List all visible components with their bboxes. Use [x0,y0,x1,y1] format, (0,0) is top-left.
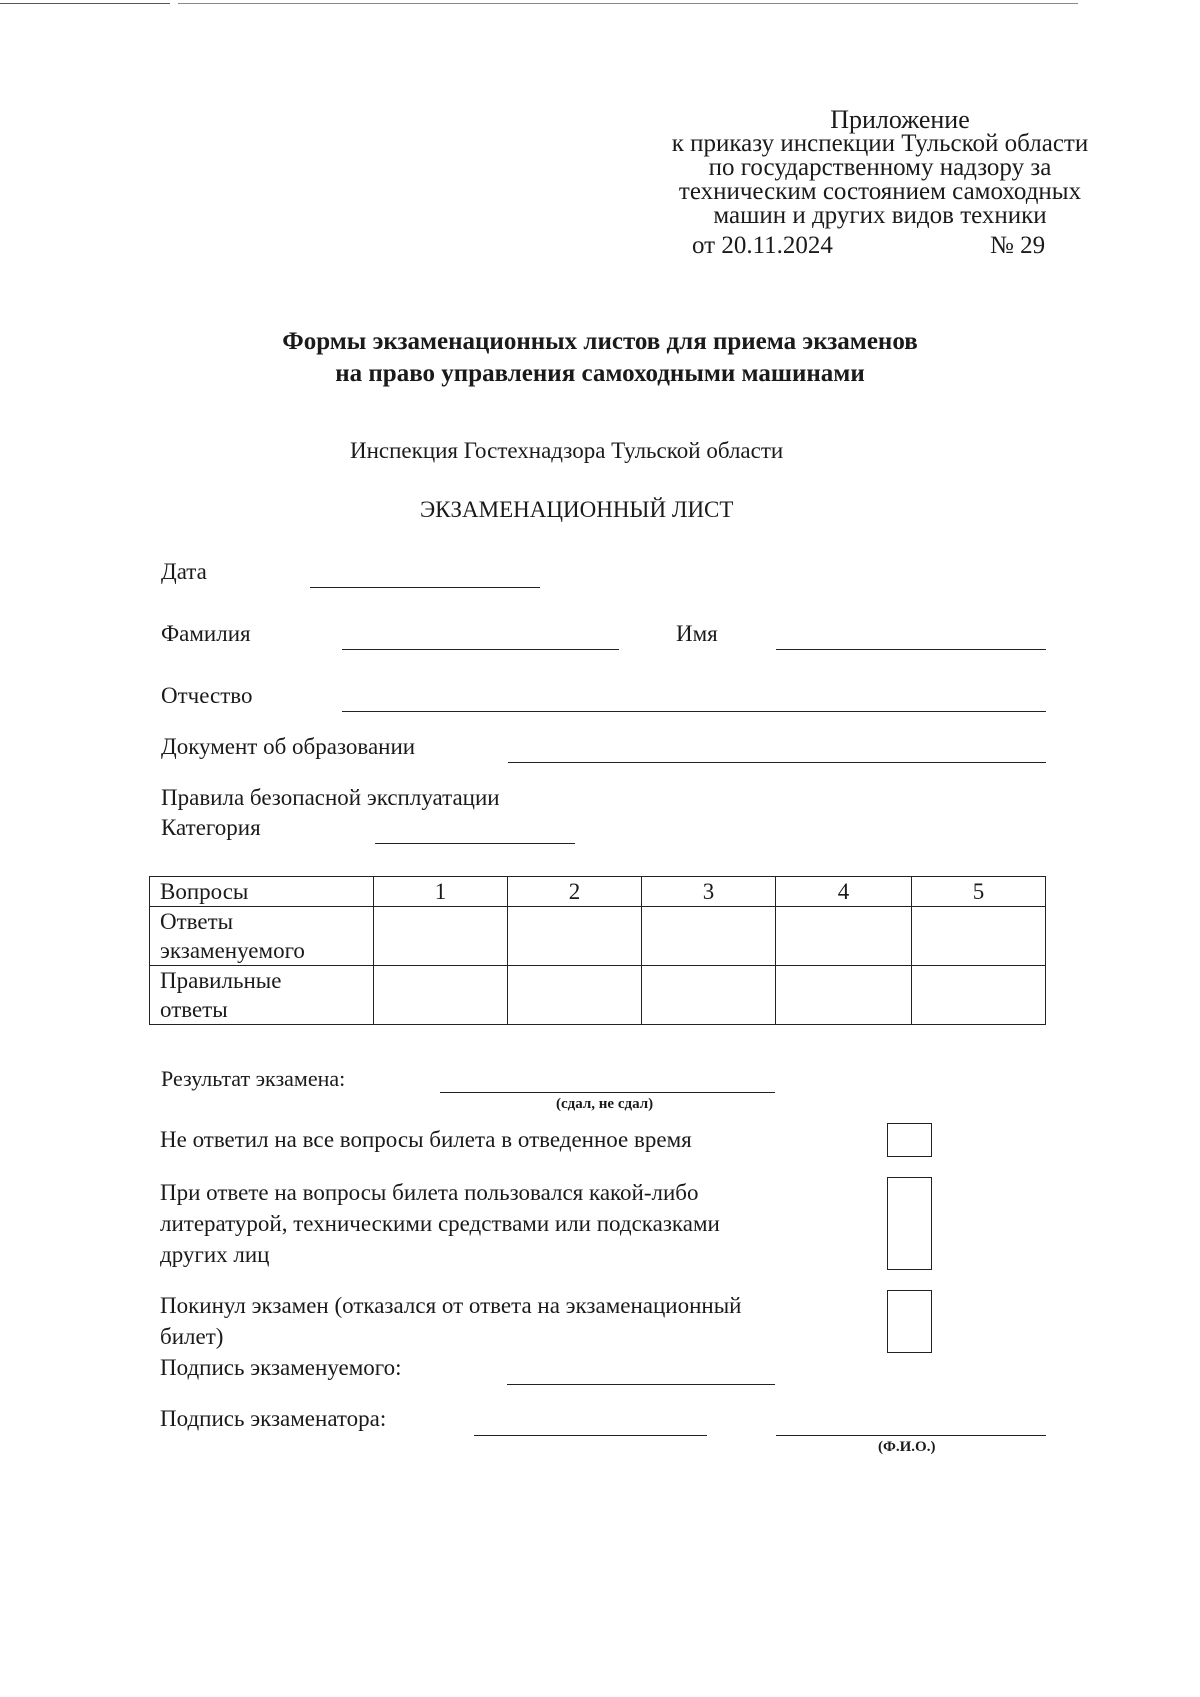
category-label: Категория [161,815,261,840]
table-row-correct-answers [150,966,1046,1025]
question-number: 1 [374,877,508,907]
answer-cell[interactable] [912,907,1046,966]
examiner-signature-line[interactable] [474,1435,707,1436]
date-label: Дата [161,559,207,584]
checkbox-used-help[interactable] [887,1177,932,1270]
check-label-used-help-line-2: литературой, техническими средствами или подсказками [160,1211,720,1236]
appendix-block [600,105,1160,229]
row-label-line: Правильные [160,968,282,993]
check-label-used-help-line-1: При ответе на вопросы билета пользовался какой-либо [160,1180,699,1205]
correct-answer-cell[interactable] [776,966,912,1025]
row-label-correct-answers [150,966,374,1025]
question-number: 2 [508,877,642,907]
appendix-line-1: к приказу инспекции Тульской области [671,130,1089,157]
row-label-line: ответы [160,997,228,1022]
appendix-line-2: по государственному надзору за [708,154,1052,181]
correct-answer-cell[interactable] [508,966,642,1025]
document-title [0,326,1200,390]
name-field-line[interactable] [776,649,1046,650]
patronymic-field-line[interactable] [342,711,1046,712]
table-row-examinee-answers [150,907,1046,966]
education-field-line[interactable] [508,762,1046,763]
table-header-label: Вопросы [150,877,374,907]
answer-cell[interactable] [374,907,508,966]
surname-field-line[interactable] [342,649,619,650]
question-number: 5 [912,877,1046,907]
scan-top-line-2 [178,3,1078,4]
rules-label: Правила безопасной эксплуатации [161,785,500,810]
appendix-line-4: машин и других видов техники [713,202,1047,229]
row-label-line: Ответы [160,909,234,934]
appendix-line-3: техническим состоянием самоходных [678,178,1082,205]
form-title: ЭКЗАМЕНАЦИОННЫЙ ЛИСТ [420,497,734,522]
answer-cell[interactable] [642,907,776,966]
result-hint: (сдал, не сдал) [556,1096,654,1112]
question-number: 4 [776,877,912,907]
examiner-signature-label: Подпись экзаменатора: [160,1406,387,1431]
education-label: Документ об образовании [161,734,416,759]
appendix-date: от 20.11.2024 [692,232,833,259]
document-title-line-1: Формы экзаменационных листов для приема экзаменов [282,328,918,355]
checkbox-no-answer[interactable] [887,1123,932,1157]
checkbox-left-exam[interactable] [887,1290,932,1353]
examinee-signature-label: Подпись экзаменуемого: [160,1355,402,1380]
organization-name: Инспекция Гостехнадзора Тульской области [350,438,784,463]
result-label: Результат экзамена: [161,1066,346,1091]
examiner-fio-hint: (Ф.И.О.) [878,1439,936,1455]
category-field-line[interactable] [375,843,575,844]
check-label-left-exam-line-1: Покинул экзамен (отказался от ответа на экзаменационный [160,1293,742,1318]
answers-table [149,876,1046,1025]
surname-label: Фамилия [161,621,251,646]
examiner-fio-line[interactable] [776,1435,1046,1436]
answer-cell[interactable] [508,907,642,966]
row-label-line: экзаменуемого [160,938,305,963]
check-label-no-answer: Не ответил на все вопросы билета в отведенное время [160,1127,692,1152]
result-field-line[interactable] [440,1092,775,1093]
check-label-used-help-line-3: других лиц [160,1242,270,1267]
date-field-line[interactable] [310,587,540,588]
scan-top-line [0,3,170,4]
document-title-line-2: на право управления самоходными машинами [335,360,865,387]
check-label-left-exam-line-2: билет) [160,1324,224,1349]
appendix-title: Приложение [830,105,970,134]
correct-answer-cell[interactable] [912,966,1046,1025]
appendix-number: № 29 [990,232,1046,259]
table-header-row [150,877,1046,907]
correct-answer-cell[interactable] [642,966,776,1025]
patronymic-label: Отчество [161,683,253,708]
correct-answer-cell[interactable] [374,966,508,1025]
row-label-examinee-answers [150,907,374,966]
name-label: Имя [676,621,718,646]
answer-cell[interactable] [776,907,912,966]
examinee-signature-line[interactable] [507,1384,775,1385]
question-number: 3 [642,877,776,907]
